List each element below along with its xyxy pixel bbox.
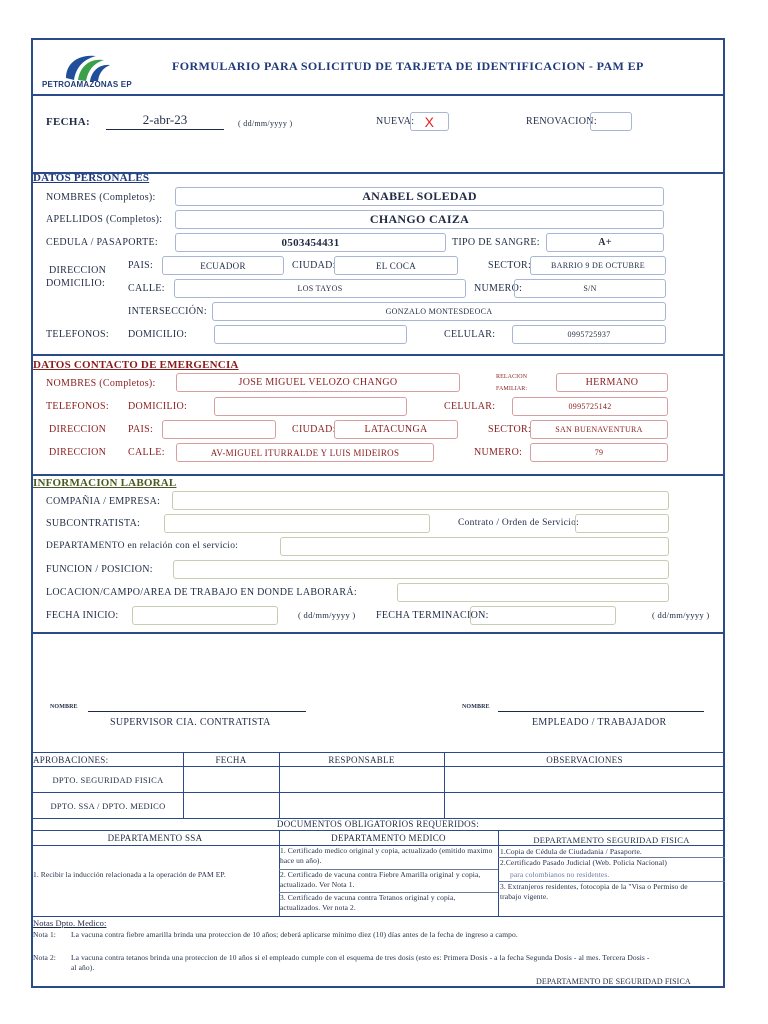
sangre-label: TIPO DE SANGRE: bbox=[452, 237, 540, 248]
relacion-field[interactable]: HERMANO bbox=[556, 373, 668, 392]
emerg-sector-label: SECTOR: bbox=[488, 424, 532, 435]
nombres-field[interactable]: ANABEL SOLEDAD bbox=[175, 187, 664, 206]
seguridad-item-3: 3. Extranjeros residentes, fotocopia de la "Visa o Permiso de trabajo vigente. bbox=[500, 882, 688, 901]
footer-dept: DEPARTAMENTO DE SEGURIDAD FISICA bbox=[536, 977, 691, 986]
form-title: FORMULARIO PARA SOLICITUD DE TARJETA DE IDENTIFICACION - PAM EP bbox=[172, 59, 644, 73]
ciudad-field[interactable]: EL COCA bbox=[334, 256, 458, 275]
calle-field[interactable]: LOS TAYOS bbox=[174, 279, 466, 298]
interseccion-field[interactable]: GONZALO MONTESDEOCA bbox=[212, 302, 666, 321]
emerg-domicilio-label: DOMICILIO: bbox=[128, 401, 188, 412]
emerg-celular-field[interactable]: 0995725142 bbox=[512, 397, 668, 416]
responsable-header: RESPONSABLE bbox=[328, 754, 395, 765]
nombre-2-label: NOMBRE bbox=[462, 704, 490, 710]
interseccion-label: INTERSECCIÓN: bbox=[128, 306, 207, 317]
emerg-telefonos-label: TELEFONOS: bbox=[46, 401, 109, 412]
cedula-label: CEDULA / PASAPORTE: bbox=[46, 237, 158, 248]
emerg-calle-field[interactable]: AV-MIGUEL ITURRALDE Y LUIS MIDEIROS bbox=[176, 443, 434, 462]
notes-title: Notas Dpto. Medico: bbox=[33, 918, 107, 928]
fecha-inicio-field[interactable] bbox=[132, 606, 278, 625]
fecha-format: ( dd/mm/yyyy ) bbox=[238, 119, 293, 128]
company-logo bbox=[38, 50, 143, 92]
emerg-celular-label: CELULAR: bbox=[444, 401, 496, 412]
relacion-label-2: FAMILIAR: bbox=[496, 386, 528, 392]
section-personal: DATOS PERSONALES bbox=[33, 172, 150, 184]
celular-label: CELULAR: bbox=[444, 329, 496, 340]
fecha-format-1: ( dd/mm/yyyy ) bbox=[298, 610, 356, 620]
approvals-header: APROBACIONES: bbox=[33, 754, 109, 765]
compania-field[interactable] bbox=[172, 491, 669, 510]
medico-item-2: 2. Certificado de vacuna contra Fiebre Amarilla original y copia, actualizado. Ver Nota 1. bbox=[280, 870, 481, 889]
telefonos-label: TELEFONOS: bbox=[46, 329, 109, 340]
sector-label: SECTOR: bbox=[488, 260, 532, 271]
seguridad-item-2: 2.Certificado Pasado Judicial (Web. Policia Nacional) bbox=[500, 858, 667, 867]
section-emergency: DATOS CONTACTO DE EMERGENCIA bbox=[33, 359, 239, 371]
emerg-ciudad-label: CIUDAD: bbox=[292, 424, 336, 435]
domicilio-tel-field[interactable] bbox=[214, 325, 407, 344]
locacion-field[interactable] bbox=[397, 583, 669, 602]
sector-field[interactable]: BARRIO 9 DE OCTUBRE bbox=[530, 256, 666, 275]
emerg-nombres-label: NOMBRES (Completos): bbox=[46, 378, 156, 389]
emerg-pais-label: PAIS: bbox=[128, 424, 154, 435]
funcion-field[interactable] bbox=[173, 560, 669, 579]
contrato-label: Contrato / Orden de Servicio: bbox=[458, 518, 580, 528]
medico-item-3: 3. Certificado de vacuna contra Tetanos original y copia, actualizados. Ver nota 2. bbox=[280, 893, 456, 912]
apellidos-field[interactable]: CHANGO CAIZA bbox=[175, 210, 664, 229]
seguridad-item-2b: para colombianos no residentes. bbox=[510, 870, 610, 879]
nueva-mark: X bbox=[424, 113, 435, 130]
locacion-label: LOCACION/CAMPO/AREA DE TRABAJO EN DONDE LABORARÁ: bbox=[46, 587, 357, 598]
pais-label: PAIS: bbox=[128, 260, 154, 271]
emerg-pais-field[interactable] bbox=[162, 420, 276, 439]
fecha-label: FECHA: bbox=[46, 116, 90, 128]
fecha-field[interactable]: 2-abr-23 bbox=[106, 112, 224, 130]
emerg-numero-field[interactable]: 79 bbox=[530, 443, 668, 462]
fecha-terminacion-label: FECHA TERMINACION: bbox=[376, 610, 489, 621]
grid-line bbox=[31, 916, 725, 917]
divider bbox=[31, 354, 725, 356]
divider bbox=[31, 632, 725, 634]
celular-field[interactable]: 0995725937 bbox=[512, 325, 666, 344]
dept-medico-header: DEPARTAMENTO MEDICO bbox=[331, 833, 446, 843]
sangre-field[interactable]: A+ bbox=[546, 233, 664, 252]
observaciones-header: OBSERVACIONES bbox=[546, 754, 623, 765]
pais-field[interactable]: ECUADOR bbox=[162, 256, 284, 275]
domicilio-label: DOMICILIO: bbox=[46, 278, 106, 289]
numero-label: NUMERO: bbox=[474, 283, 523, 294]
calle-label: CALLE: bbox=[128, 283, 165, 294]
approval-row-seguridad: DPTO. SEGURIDAD FISICA bbox=[52, 774, 164, 785]
fecha-header: FECHA bbox=[215, 754, 247, 765]
nota1-label: Nota 1: bbox=[33, 930, 56, 939]
approval-row-ssa: DPTO. SSA / DPTO. MEDICO bbox=[50, 800, 166, 811]
fecha-inicio-label: FECHA INICIO: bbox=[46, 610, 119, 621]
emerg-direccion2-label: DIRECCION bbox=[49, 447, 107, 458]
departamento-field[interactable] bbox=[280, 537, 669, 556]
departamento-label: DEPARTAMENTO en relación con el servicio: bbox=[46, 541, 239, 551]
emerg-direccion-label: DIRECCION bbox=[49, 424, 107, 435]
nueva-checkbox[interactable] bbox=[410, 112, 449, 131]
subcontratista-label: SUBCONTRATISTA: bbox=[46, 518, 141, 529]
emerg-calle-label: CALLE: bbox=[128, 447, 165, 458]
nota2-text: La vacuna contra tetanos brinda una proteccion de 10 años si el empleado cumple con el esquema de tres dosis (esto es: Primera Dosis - a la fecha Segunda Dosis - al mes. Tercera Dosis - al año). bbox=[71, 953, 650, 972]
emerg-sector-field[interactable]: SAN BUENAVENTURA bbox=[530, 420, 668, 439]
direccion-label: DIRECCION bbox=[49, 265, 107, 276]
nombres-label: NOMBRES (Completos): bbox=[46, 192, 156, 203]
supervisor-label: SUPERVISOR CIA. CONTRATISTA bbox=[110, 717, 271, 728]
signature-line-supervisor[interactable] bbox=[88, 711, 306, 712]
domicilio-tel-label: DOMICILIO: bbox=[128, 329, 188, 340]
logo-text: PETROAMAZONAS EP bbox=[42, 80, 132, 89]
emerg-ciudad-field[interactable]: LATACUNGA bbox=[334, 420, 458, 439]
emerg-numero-label: NUMERO: bbox=[474, 447, 523, 458]
dept-ssa-header: DEPARTAMENTO SSA bbox=[107, 833, 203, 843]
cedula-field[interactable]: 0503454431 bbox=[175, 233, 446, 252]
dept-seguridad-header: DEPARTAMENTO SEGURIDAD FISICA bbox=[533, 835, 690, 845]
funcion-label: FUNCION / POSICION: bbox=[46, 564, 153, 575]
numero-field[interactable]: S/N bbox=[514, 279, 666, 298]
signature-line-empleado[interactable] bbox=[498, 711, 704, 712]
ssa-item: 1. Recibir la inducción relacionada a la operación de PAM EP. bbox=[33, 870, 226, 879]
fecha-format-2: ( dd/mm/yyyy ) bbox=[652, 610, 710, 620]
empleado-label: EMPLEADO / TRABAJADOR bbox=[532, 717, 667, 728]
contrato-field[interactable] bbox=[575, 514, 669, 533]
nombre-1-label: NOMBRE bbox=[50, 704, 78, 710]
relacion-label-1: RELACION bbox=[496, 374, 528, 380]
ciudad-label: CIUDAD: bbox=[292, 260, 336, 271]
renovacion-checkbox[interactable] bbox=[590, 112, 632, 131]
nueva-label: NUEVA: bbox=[376, 116, 415, 127]
nota1-text: La vacuna contra fiebre amarilla brinda una proteccion de 10 años; deberá aplicarse mínimo diez (10) días antes de la fecha de ingreso a campo. bbox=[71, 930, 518, 939]
emerg-nombres-field[interactable]: JOSE MIGUEL VELOZO CHANGO bbox=[176, 373, 460, 392]
nota2-label: Nota 2: bbox=[33, 953, 56, 962]
fecha-terminacion-field[interactable] bbox=[470, 606, 616, 625]
apellidos-label: APELLIDOS (Completos): bbox=[46, 214, 163, 225]
divider bbox=[31, 474, 725, 476]
compania-label: COMPAÑIA / EMPRESA: bbox=[46, 496, 161, 507]
section-work: INFORMACION LABORAL bbox=[33, 477, 177, 489]
renovacion-label: RENOVACION: bbox=[526, 116, 597, 127]
seguridad-item-1: 1.Copia de Cédula de Ciudadania / Pasaporte. bbox=[500, 847, 642, 856]
divider bbox=[31, 94, 725, 96]
documents-title: DOCUMENTOS OBLIGATORIOS REQUERIDOS: bbox=[276, 819, 480, 829]
emerg-domicilio-field[interactable] bbox=[214, 397, 407, 416]
medico-item-1: 1. Certificado medico original y copia, actualizado (emitido maximo hace un año). bbox=[280, 846, 493, 865]
subcontratista-field[interactable] bbox=[164, 514, 430, 533]
